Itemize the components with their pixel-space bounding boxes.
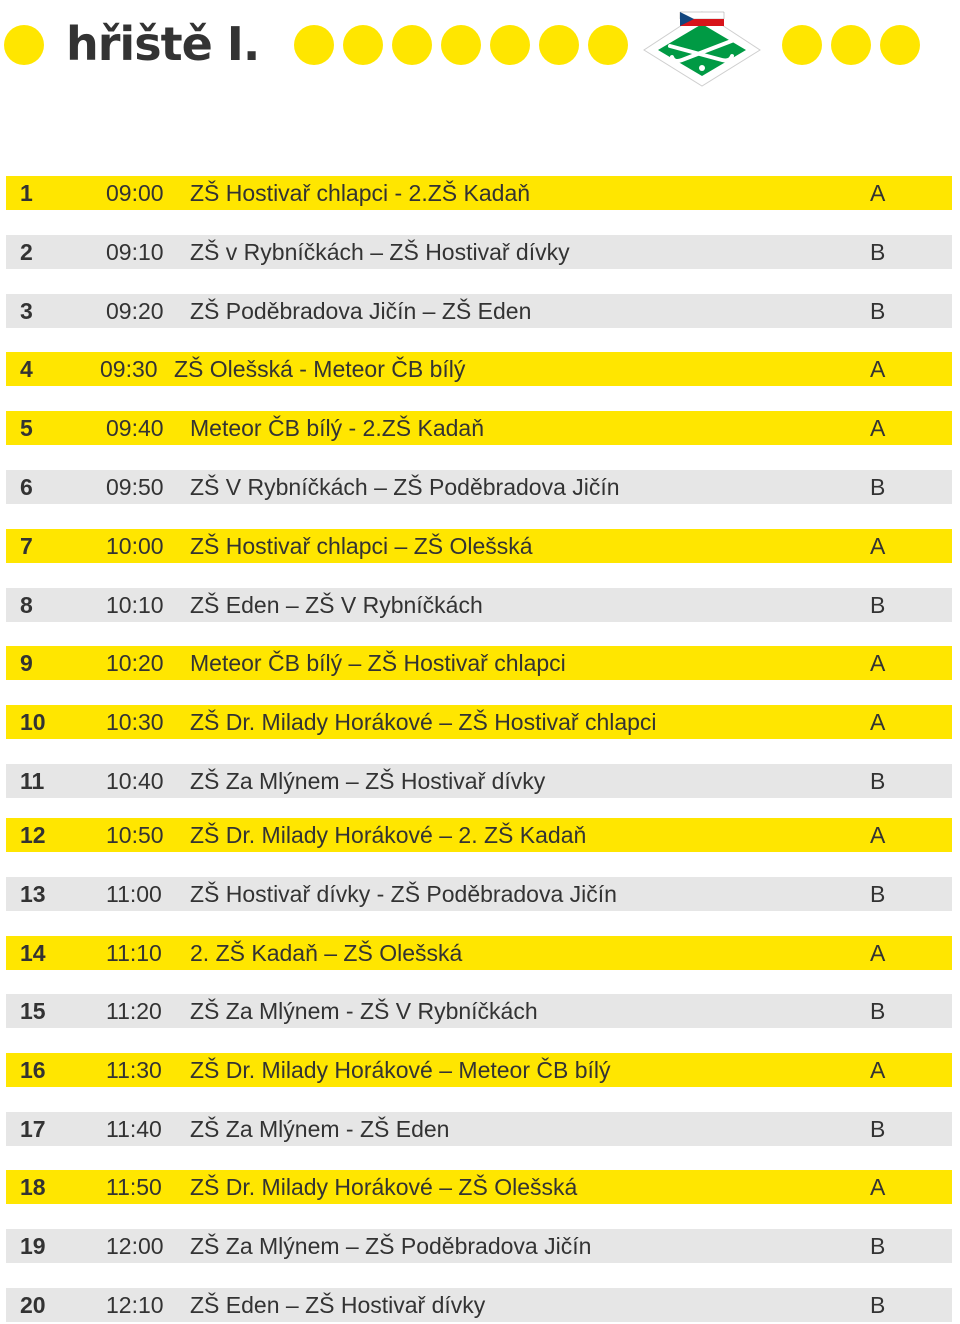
match-time: 12:10 [106,1292,164,1318]
match-group: B [870,1292,886,1318]
match-group: A [870,533,886,559]
czech-hockey-federation-logo [640,6,764,88]
match-group: B [870,881,886,907]
decorative-dot [294,25,334,65]
match-teams: ZŠ Dr. Milady Horákové – 2. ZŠ Kadaň [190,822,587,848]
schedule-row [6,1229,952,1263]
match-teams: ZŠ Dr. Milady Horákové – ZŠ Olešská [190,1174,578,1200]
decorative-dot [4,25,44,65]
match-number: 5 [20,415,33,441]
match-number: 8 [20,592,33,618]
page-title: hřiště I. [66,17,260,71]
match-time: 09:10 [106,239,164,265]
decorative-dot [490,25,530,65]
match-time: 09:30 [100,356,158,382]
schedule-row [6,994,952,1028]
match-teams: ZŠ Hostivař dívky - ZŠ Poděbradova Jičín [190,881,617,907]
match-group: B [870,768,886,794]
match-time: 11:20 [106,998,162,1024]
match-time: 10:10 [106,592,164,618]
match-number: 11 [20,768,45,794]
match-time: 10:50 [106,822,164,848]
match-teams: ZŠ Dr. Milady Horákové – ZŠ Hostivař chlapci [190,709,657,735]
match-teams: ZŠ Olešská - Meteor ČB bílý [174,356,466,382]
schedule-row [6,411,952,445]
match-time: 11:40 [106,1116,162,1142]
match-group: B [870,298,886,324]
match-group: A [870,180,886,206]
match-number: 14 [20,940,46,966]
match-teams: 2. ZŠ Kadaň – ZŠ Olešská [190,940,463,966]
match-time: 11:00 [106,881,162,907]
schedule-row [6,294,952,328]
match-number: 20 [20,1292,46,1318]
schedule-row [6,1288,952,1322]
match-teams: ZŠ Za Mlýnem – ZŠ Poděbradova Jičín [190,1233,592,1259]
match-time: 09:40 [106,415,164,441]
match-number: 12 [20,822,46,848]
decorative-dot [782,25,822,65]
match-teams: ZŠ Za Mlýnem – ZŠ Hostivař dívky [190,768,546,794]
match-time: 11:30 [106,1057,162,1083]
schedule-row [6,705,952,739]
match-number: 15 [20,998,46,1024]
match-number: 3 [20,298,33,324]
match-time: 10:40 [106,768,164,794]
decorative-dot [880,25,920,65]
schedule-row [6,764,952,798]
match-teams: Meteor ČB bílý - 2.ZŠ Kadaň [190,415,485,441]
decorative-dot [539,25,579,65]
match-teams: ZŠ Eden – ZŠ Hostivař dívky [190,1292,486,1318]
match-teams: ZŠ Hostivař chlapci - 2.ZŠ Kadaň [190,180,531,206]
match-time: 12:00 [106,1233,164,1259]
schedule-row [6,1112,952,1146]
schedule-row [6,877,952,911]
match-group: A [870,1174,886,1200]
schedule-row [6,235,952,269]
match-number: 1 [20,180,33,206]
match-group: A [870,1057,886,1083]
decorative-dot [392,25,432,65]
match-number: 2 [20,239,33,265]
match-time: 09:20 [106,298,164,324]
match-group: A [870,822,886,848]
match-number: 19 [20,1233,46,1259]
match-number: 10 [20,709,46,735]
decorative-dot [831,25,871,65]
match-number: 16 [20,1057,46,1083]
match-teams: ZŠ V Rybníčkách – ZŠ Poděbradova Jičín [190,474,620,500]
schedule-row [6,818,952,852]
match-group: A [870,709,886,735]
match-time: 10:20 [106,650,164,676]
match-number: 17 [20,1116,46,1142]
match-group: B [870,998,886,1024]
decorative-dot [441,25,481,65]
match-teams: ZŠ Poděbradova Jičín – ZŠ Eden [190,298,532,324]
match-time: 10:30 [106,709,164,735]
schedule-row [6,1053,952,1087]
match-teams: ZŠ Za Mlýnem - ZŠ V Rybníčkách [190,998,538,1024]
match-group: B [870,474,886,500]
match-number: 7 [20,533,33,559]
match-time: 11:10 [106,940,162,966]
match-number: 9 [20,650,33,676]
match-teams: Meteor ČB bílý – ZŠ Hostivař chlapci [190,650,566,676]
match-time: 09:00 [106,180,164,206]
match-time: 10:00 [106,533,164,559]
decorative-dot [588,25,628,65]
match-group: B [870,1233,886,1259]
schedule-row [6,1170,952,1204]
match-time: 11:50 [106,1174,162,1200]
schedule-row [6,470,952,504]
schedule-row [6,646,952,680]
match-teams: ZŠ Dr. Milady Horákové – Meteor ČB bílý [190,1057,611,1083]
match-group: A [870,356,886,382]
schedule-row [6,176,952,210]
schedule-row [6,529,952,563]
match-group: A [870,650,886,676]
schedule-row [6,352,952,386]
match-teams: ZŠ Za Mlýnem - ZŠ Eden [190,1116,450,1142]
match-time: 09:50 [106,474,164,500]
match-number: 4 [20,356,33,382]
schedule-row [6,936,952,970]
match-number: 13 [20,881,46,907]
match-group: B [870,239,886,265]
decorative-dot [343,25,383,65]
match-teams: ZŠ v Rybníčkách – ZŠ Hostivař dívky [190,239,570,265]
match-number: 6 [20,474,33,500]
match-group: A [870,415,886,441]
match-teams: ZŠ Hostivař chlapci – ZŠ Olešská [190,533,533,559]
match-group: A [870,940,886,966]
match-group: B [870,1116,886,1142]
match-teams: ZŠ Eden – ZŠ V Rybníčkách [190,592,483,618]
schedule-row [6,588,952,622]
match-number: 18 [20,1174,46,1200]
match-group: B [870,592,886,618]
